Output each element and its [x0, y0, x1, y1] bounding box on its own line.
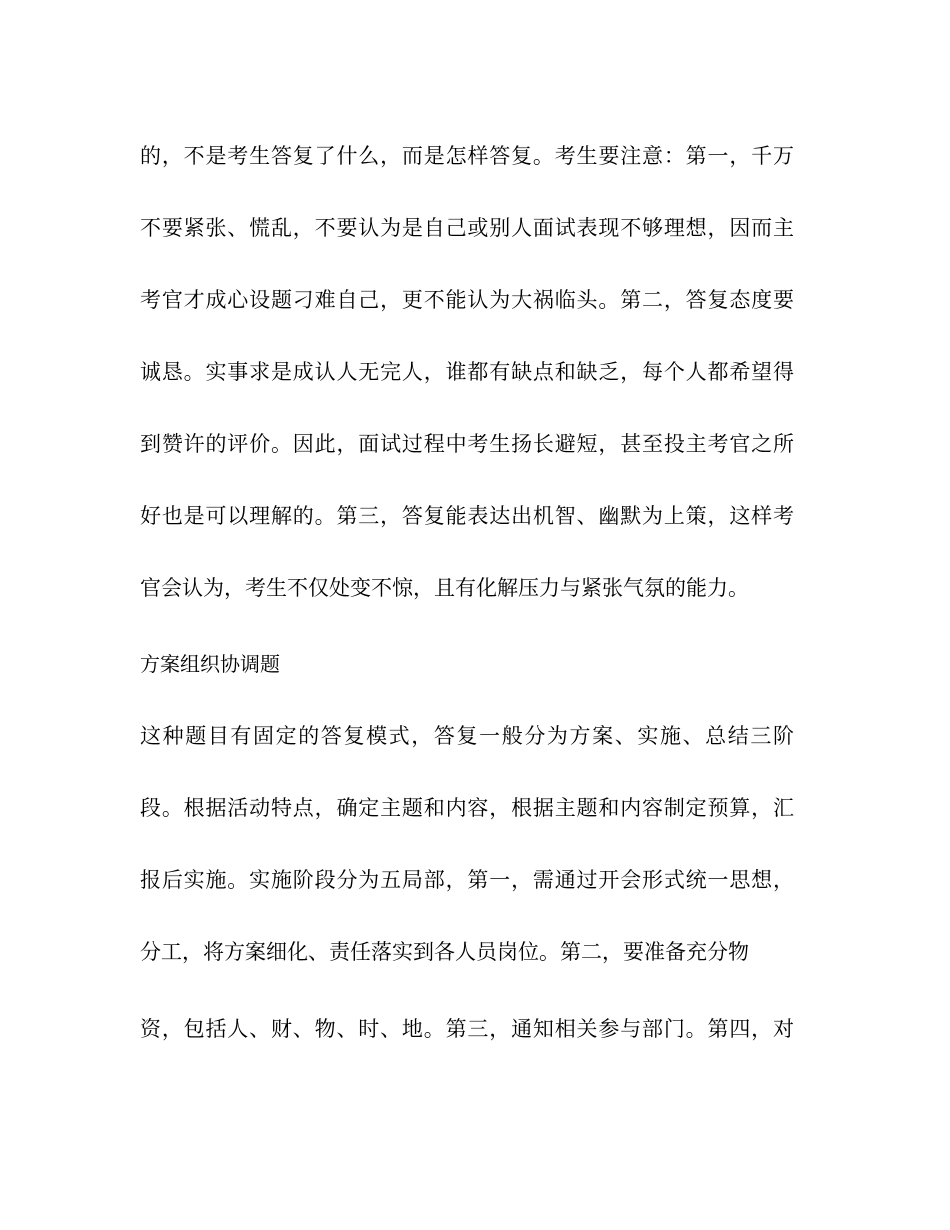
paragraph-line: 好也是可以理解的。第三，答复能表达出机智、幽默为上策，这样考: [140, 504, 794, 528]
paragraph-line: 报后实施。实施阶段分为五局部，第一，需通过开会形式统一思想，: [140, 868, 794, 892]
paragraph-line: 这种题目有固定的答复模式，答复一般分为方案、实施、总结三阶: [140, 724, 794, 748]
paragraph-line: 资，包括人、财、物、时、地。第三，通知相关参与部门。第四，对: [140, 1017, 794, 1041]
section-heading: 方案组织协调题: [140, 652, 280, 676]
paragraph-line: 官会认为，考生不仅处变不惊，且有化解压力与紧张气氛的能力。: [140, 576, 749, 600]
paragraph-line: 的，不是考生答复了什么，而是怎样答复。考生要注意：第一，千万: [140, 144, 794, 168]
paragraph-line: 考官才成心设题刁难自己，更不能认为大祸临头。第二，答复态度要: [140, 288, 794, 312]
paragraph-line: 不要紧张、慌乱，不要认为是自己或别人面试表现不够理想，因而主: [140, 216, 794, 240]
paragraph-line: 段。根据活动特点，确定主题和内容，根据主题和内容制定预算，汇: [140, 796, 794, 820]
paragraph-line: 诚恳。实事求是成认人无完人，谁都有缺点和缺乏，每个人都希望得: [140, 360, 794, 384]
paragraph-line: 到赞许的评价。因此，面试过程中考生扬长避短，甚至投主考官之所: [140, 432, 794, 456]
paragraph-line: 分工，将方案细化、责任落实到各人员岗位。第二，要准备充分物: [140, 940, 749, 964]
